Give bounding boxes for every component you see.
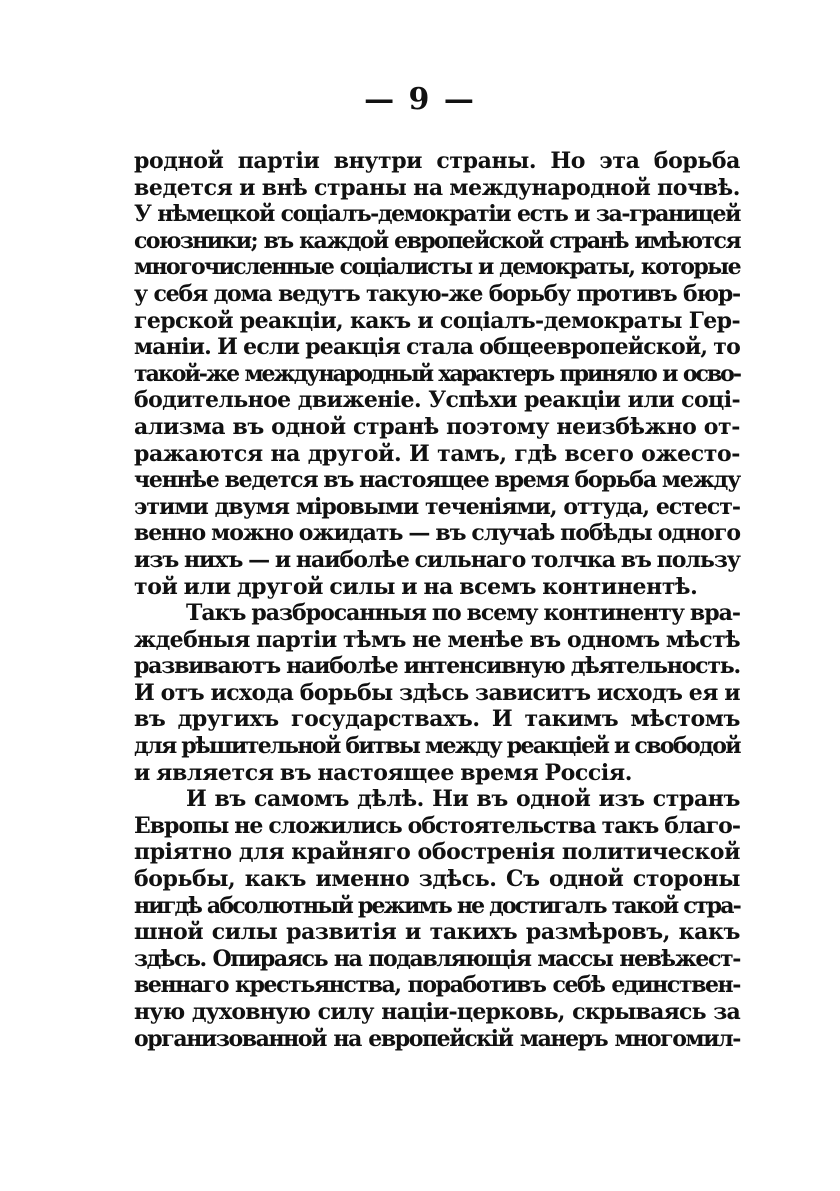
paragraph-1 xyxy=(134,148,740,600)
text-line: Европы не сложились обстоятельства такъ благо- xyxy=(134,812,740,839)
body-text xyxy=(134,148,740,1052)
text-line: маніи. И если реакція стала общеевропейской, то xyxy=(134,334,740,361)
text-line: развиваютъ наиболѣе интенсивную дѣятельность. xyxy=(134,653,740,680)
text-line: У нѣмецкой соціалъ-демократіи есть и за-границей xyxy=(134,201,740,228)
text-line: организованной на европейскій манеръ многомил- xyxy=(134,1025,740,1052)
text-line: у себя дома ведутъ такую-же борьбу противъ бюр- xyxy=(134,280,740,307)
text-line: для рѣшительной битвы между реакціей и свободой xyxy=(134,733,740,760)
text-line: бодительное движеніе. Успѣхи реакціи или соці- xyxy=(134,387,740,414)
text-line: и является въ настоящее время Россія. xyxy=(134,759,632,786)
text-line: венно можно ожидать — въ случаѣ побѣды одного xyxy=(134,520,740,547)
text-line: Такъ разбросанныя по всему континенту вра- xyxy=(186,600,740,627)
text-line: той или другой силы и на всемъ континентѣ. xyxy=(134,573,698,600)
text-line: И въ самомъ дѣлѣ. Ни въ одной изъ странъ xyxy=(186,786,740,813)
text-line: союзники; въ каждой европейской странѣ имѣются xyxy=(134,227,740,254)
text-line: шной силы развитія и такихъ размѣровъ, какъ xyxy=(134,919,740,946)
page-number: — 9 — xyxy=(364,82,476,117)
paragraph-3 xyxy=(134,786,740,1052)
text-line: веннаго крестьянства, поработивъ себѣ единствен- xyxy=(134,972,740,999)
text-line: герской реакціи, какъ и соціалъ-демократы Гер- xyxy=(134,307,740,334)
text-line: пріятно для крайняго обостренія политической xyxy=(134,839,740,866)
text-line: ражаются на другой. И тамъ, гдѣ всего ожесто- xyxy=(134,440,740,467)
text-line: изъ нихъ — и наиболѣе сильнаго толчка въ пользу xyxy=(134,546,740,573)
text-line: ченнѣе ведется въ настоящее время борьба между xyxy=(134,467,740,494)
text-line: многочисленные соціалисты и демократы, которые xyxy=(134,254,740,281)
text-line: И отъ исхода борьбы здѣсь зависитъ исходъ ея и xyxy=(134,679,740,706)
text-line: нигдѣ абсолютный режимъ не достигалъ такой стра- xyxy=(134,892,740,919)
text-line: здѣсь. Опираясь на подавляющія массы невѣжест- xyxy=(134,945,740,972)
text-line: ждебныя партіи тѣмъ не менѣе въ одномъ мѣстѣ xyxy=(134,626,740,653)
text-line: родной партіи внутри страны. Но эта борьба xyxy=(134,148,740,174)
text-line: ведется и внѣ страны на международной почвѣ. xyxy=(134,174,740,201)
text-line: ную духовную силу націи-церковь, скрываясь за xyxy=(134,999,740,1025)
text-line: такой-же международный характеръ приняло и осво- xyxy=(134,360,740,387)
text-line: этими двумя міровыми теченіями, оттуда, естест- xyxy=(134,493,740,520)
text-line: борьбы, какъ именно здѣсь. Съ одной стороны xyxy=(134,866,740,893)
text-line: ализма въ одной странѣ поэтому неизбѣжно от- xyxy=(134,413,740,440)
text-line: въ другихъ государствахъ. И такимъ мѣстомъ xyxy=(134,706,740,733)
paragraph-2 xyxy=(134,600,740,786)
